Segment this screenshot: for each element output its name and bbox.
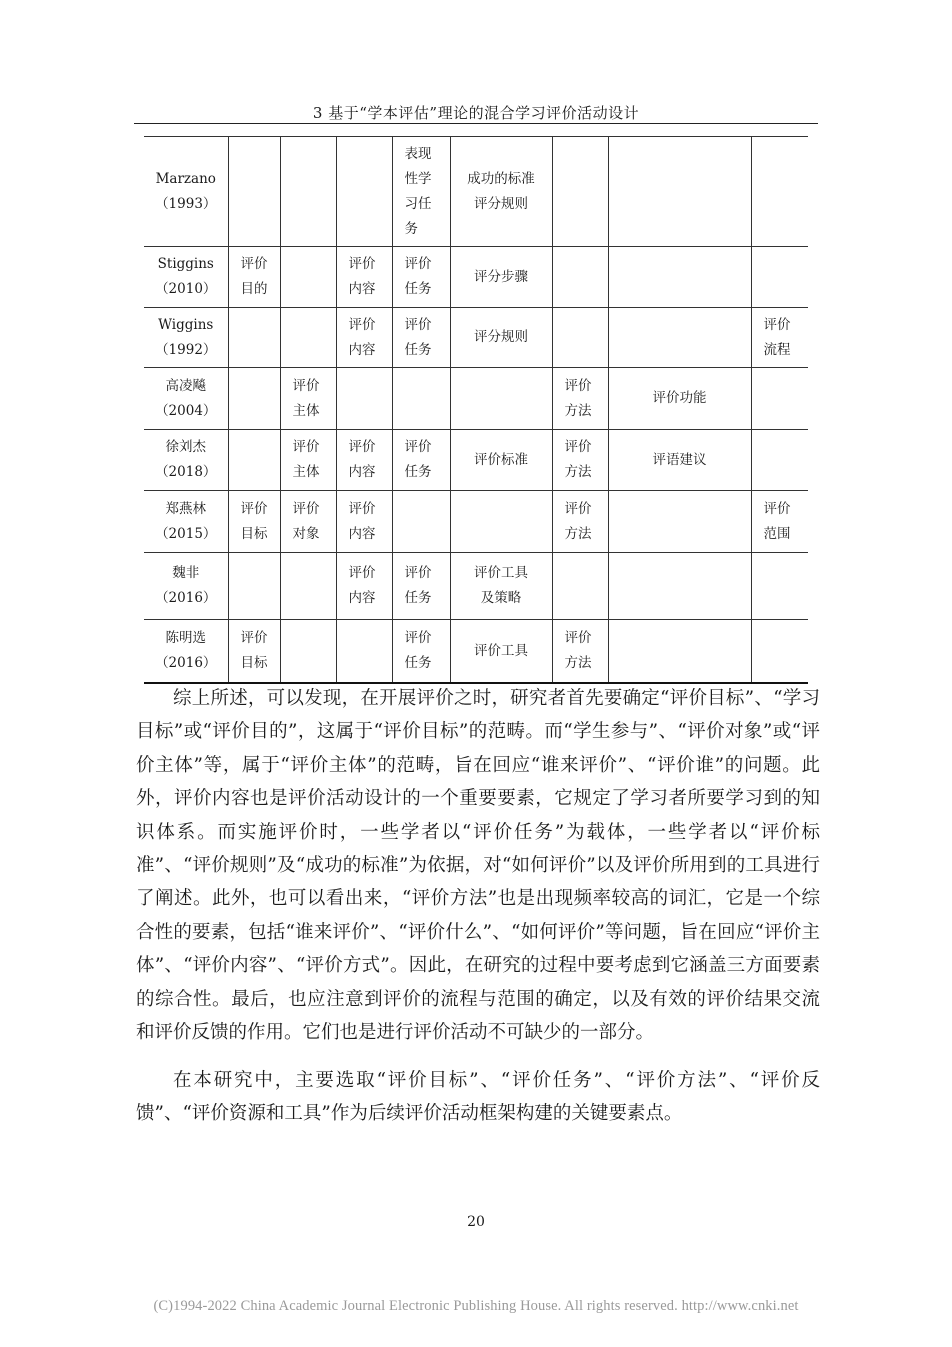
table-cell xyxy=(608,308,751,368)
table-cell xyxy=(228,620,280,684)
author-cell xyxy=(144,620,228,684)
table-cell xyxy=(552,491,608,553)
author-text: 魏非 （2016） xyxy=(155,565,217,606)
table-cell xyxy=(450,491,552,553)
table-cell xyxy=(392,247,450,308)
cell-text: 评价 主体 xyxy=(292,439,320,480)
cell-text: 评价 主体 xyxy=(292,377,320,419)
table-row xyxy=(144,620,808,684)
table-cell xyxy=(280,620,336,684)
table-cell xyxy=(336,308,392,368)
cell-text: 评分步骤 xyxy=(474,268,528,285)
footer-copyright: (C)1994-2022 China Academic Journal Electronic Publishing House. All rights reserved. http://www.cnki.net xyxy=(153,1298,799,1314)
cell-text: 评价功能 xyxy=(652,390,707,406)
author-text: 徐刘杰 （2018） xyxy=(155,439,217,480)
table-cell xyxy=(450,620,552,684)
table-cell xyxy=(608,430,751,491)
table-cell xyxy=(552,308,608,368)
table-cell xyxy=(392,620,450,684)
table-cell xyxy=(228,308,280,368)
table-cell xyxy=(608,368,751,430)
table-cell xyxy=(751,137,808,247)
table-cell xyxy=(608,620,751,684)
table-cell xyxy=(336,620,392,684)
table-cell xyxy=(552,430,608,491)
cell-text: 评价 任务 xyxy=(404,565,432,606)
table-cell xyxy=(280,430,336,491)
table-cell xyxy=(450,137,552,247)
page-number: 20 xyxy=(467,1214,485,1230)
table-cell xyxy=(552,620,608,684)
table-cell xyxy=(751,553,808,620)
cell-text: 表现 性学 习任 务 xyxy=(404,145,432,237)
author-text: 高凌飚 （2004） xyxy=(155,377,217,419)
table-cell xyxy=(450,308,552,368)
cell-text: 评价 内容 xyxy=(348,316,376,358)
running-header: 3 基于“学本评估”理论的混合学习评价活动设计 xyxy=(312,104,640,122)
table-cell xyxy=(450,430,552,491)
table-cell xyxy=(336,553,392,620)
cell-text: 评价 目标 xyxy=(240,500,268,542)
summary-paragraph-text: 综上所述，可以发现，在开展评价之时，研究者首先要确定“评价目标”、“学习目标”或“评价目的”，这属于“评价目标”的范畴。而“学生参与”、“评价对象”或“评价主体”等，属于“评价主体”的范畴，旨在回应“谁来评价”、“评价谁”的问题。此外，评价内容也是评价活动设计的一个重要要素，它规定了学习者所要学习到的知识体系。而实施评价时，一些学者以“评价任务”为载体，一些学者以“评价标准”、“评价规则”及“成功的标准”为依据，对“如何评价”以及评价所用到的工具进行了阐述。此外，也可以看出来，“评价方法”也是出现频率较高的词汇，它是一个综合性的要素，包括“谁来评价”、“评价什么”、“如何评价”等问题，旨在回应“评价主体”、“评价内容”、“评价方式”。因此，在研究的过程中要考虑到它涵盖三方面要素的综合性。最后，也应注意到评价的流程与范围的确定，以及有效的评价结果交流和评价反馈的作用。它们也是进行评价活动不可缺少的一部分。 xyxy=(136,688,820,1044)
cell-text: 评语建议 xyxy=(652,451,707,468)
table-cell xyxy=(751,430,808,491)
author-text: Stiggins （2010） xyxy=(155,256,217,297)
table-cell xyxy=(228,553,280,620)
table-cell xyxy=(552,368,608,430)
table-cell xyxy=(336,491,392,553)
table-cell xyxy=(751,368,808,430)
evaluation-elements-table xyxy=(144,136,808,684)
author-text: Marzano （1993） xyxy=(155,170,217,212)
table-cell xyxy=(336,368,392,430)
cell-text: 评价 内容 xyxy=(348,565,376,606)
table-cell xyxy=(228,430,280,491)
table-cell xyxy=(392,368,450,430)
table-cell xyxy=(228,137,280,247)
selection-paragraph xyxy=(136,1064,820,1131)
table-cell xyxy=(280,553,336,620)
cell-text: 评价 范围 xyxy=(763,500,791,542)
table-cell xyxy=(336,247,392,308)
cell-text: 评价工具 xyxy=(474,642,528,659)
table-cell xyxy=(552,553,608,620)
table-cell xyxy=(280,491,336,553)
table-cell xyxy=(392,491,450,553)
table-cell xyxy=(751,308,808,368)
cell-text: 评价 任务 xyxy=(404,439,432,480)
table-row xyxy=(144,368,808,430)
cell-text: 评价工具 及策略 xyxy=(474,565,528,606)
cell-text: 评价 任务 xyxy=(404,630,432,671)
header-rule xyxy=(134,123,818,124)
cell-text: 评价 流程 xyxy=(763,316,791,358)
table-cell xyxy=(280,308,336,368)
table-cell xyxy=(280,368,336,430)
author-cell xyxy=(144,553,228,620)
cell-text: 评价 任务 xyxy=(404,316,432,358)
author-cell xyxy=(144,137,228,247)
author-text: Wiggins （1992） xyxy=(155,316,217,358)
table-cell xyxy=(751,620,808,684)
table-row xyxy=(144,137,808,247)
table-row xyxy=(144,308,808,368)
table-cell xyxy=(280,247,336,308)
table-cell xyxy=(608,137,751,247)
table-row xyxy=(144,430,808,491)
author-text: 陈明选 （2016） xyxy=(155,630,217,671)
summary-paragraph xyxy=(136,682,820,1049)
cell-text: 评价 方法 xyxy=(564,439,592,480)
cell-text: 评价 对象 xyxy=(292,500,320,542)
cell-text: 成功的标准 评分规则 xyxy=(467,170,535,212)
cell-text: 评价 方法 xyxy=(564,377,592,419)
cell-text: 评价 目标 xyxy=(240,630,268,671)
table-cell xyxy=(280,137,336,247)
table-cell xyxy=(228,368,280,430)
cell-text: 评价 内容 xyxy=(348,500,376,542)
table-cell xyxy=(228,247,280,308)
selection-paragraph-text: 在本研究中，主要选取“评价目标”、“评价任务”、“评价方法”、“评价反馈”、“评价资源和工具”作为后续评价活动框架构建的关键要素点。 xyxy=(136,1070,820,1125)
table-cell xyxy=(751,491,808,553)
author-text: 郑燕林 （2015） xyxy=(155,500,217,542)
table-cell xyxy=(552,137,608,247)
table-cell xyxy=(608,247,751,308)
table-cell xyxy=(450,368,552,430)
cell-text: 评价标准 xyxy=(474,451,528,468)
table-cell xyxy=(450,553,552,620)
table-cell xyxy=(228,491,280,553)
table-cell xyxy=(392,308,450,368)
cell-text: 评价 目的 xyxy=(240,256,268,297)
cell-text: 评价 任务 xyxy=(404,256,432,297)
table-cell xyxy=(392,430,450,491)
author-cell xyxy=(144,430,228,491)
table-row xyxy=(144,247,808,308)
table-cell xyxy=(552,247,608,308)
author-cell xyxy=(144,491,228,553)
author-cell xyxy=(144,368,228,430)
table-row xyxy=(144,491,808,553)
cell-text: 评价 方法 xyxy=(564,630,592,671)
table-cell xyxy=(450,247,552,308)
table-cell xyxy=(608,553,751,620)
table-cell xyxy=(392,553,450,620)
cell-text: 评价 内容 xyxy=(348,256,376,297)
table-cell xyxy=(608,491,751,553)
cell-text: 评价 方法 xyxy=(564,500,592,542)
table-cell xyxy=(336,137,392,247)
cell-text: 评分规则 xyxy=(474,329,528,345)
cell-text: 评价 内容 xyxy=(348,439,376,480)
table-cell xyxy=(336,430,392,491)
author-cell xyxy=(144,308,228,368)
table-row xyxy=(144,553,808,620)
table-cell xyxy=(392,137,450,247)
table-cell xyxy=(751,247,808,308)
author-cell xyxy=(144,247,228,308)
